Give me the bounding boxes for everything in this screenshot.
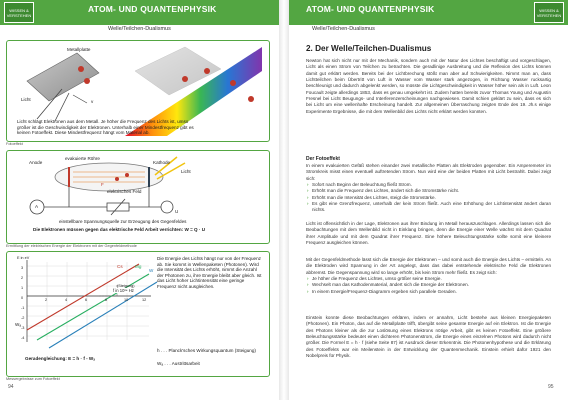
y-tick: -1 — [21, 306, 25, 310]
paragraph-text: Newton hat sich nicht nur mit der Mechanik, sondern auch mit der Natur des Lichtes beschäftigt und vorgeschlagen, Licht als einen Strom von Teilchen zu betrachten. Die geradlinige Ausbreitung und die Reflexion des Lichts können damit gut erklärt werden. Bereits bei der Lichtbrechung stößt man aber auf Schwierigkeiten. Nimmt man an, dass Lichtteilchen beim Übertritt von Luft in Wasser vom Wasser stark angezogen, in Richtung Wasser rucksartig beschleunigt und dadurch abgelenkt werden, so müsste die Lichtgeschwindigkeit in Wasser höher sein als in Luft. Leon Foucault zeigte allerdings 1853, dass es genau umgekehrt ist. Zudem hatten bereits zuvor Thomas Young und Augustin Fresnel bei Licht Beugungs- und Interferenzerscheinungen nachgewiesen. Damit schien geklärt zu sein, dass es sich bei Licht um eine wellenhafte Erscheinung handelt. Zur allgemeinen Überraschung zeigten Ende des 19. Jh.s einige Experimente Ergebnisse, die mit dem Wellenbild des Lichts nicht erklärt werden konnten. — [306, 58, 551, 114]
paragraph-text: Einstein konnte diese Beobachtungen erklären, indem er annahm, Licht bestehe aus kleinen Energiepaketen (Photonen). Ein Photon, das auf die Metallplatte trifft, übergibt seine gesamte Energie auf ein Elektron. Ist die Energie des Photons kleiner als die zur Loslösung eines Elektrons nötige Arbeit, gibt es keinen Fotoeffekt. Eine größere Beleuchtungsstärke bedeutet einen dichteren Photonenstrom, die Energie eines einzelnen Photons wird dadurch nicht größer. Die Formel E = h · f (siehe Seite 87) ist Ausdruck dieser Erkenntnis. Die Photonenhypothese und die Erklärung des Fotoeffekts war ein Meilenstein in der Entwicklung der Quantenmechanik. Einstein erhielt dafür 1921 den Nobelpreis für Physik. — [306, 315, 551, 359]
x-tick: 4 — [65, 298, 68, 302]
page-number-right: 95 — [548, 384, 554, 390]
y-tick: 1 — [21, 286, 24, 290]
book-gutter — [279, 0, 289, 400]
velocity-label: v — [91, 99, 94, 104]
list-item: › Sofort nach Beginn der Beleuchtung fließt Strom. — [312, 182, 551, 188]
caption-gegenfeld: Ermittlung der elektrischen Energie der Elektronen mit der Gegenfeldmethode — [6, 244, 137, 248]
paragraph-licht — [306, 221, 551, 246]
x-tick: 6 — [85, 298, 88, 302]
legend-wa: Wₐ . . . Austrittsarbeit — [157, 361, 200, 366]
electron-dot — [78, 66, 84, 72]
geradengleichung: Geradengleichung: E = h · f - Wₐ — [25, 356, 96, 361]
electron-dot — [84, 78, 90, 84]
ammeter-label: A — [35, 204, 39, 209]
badge-line: WISSEN & — [539, 8, 559, 13]
metal-plate-shape — [27, 53, 99, 101]
list-item: › In einem Energie/Frequenz-Diagramm ergeben sich parallele Geraden. — [312, 289, 551, 295]
badge-line: VERSTEHEN — [6, 13, 32, 18]
bullet-list-beobachtungen — [306, 182, 551, 214]
caption-messergebnisse: Messergebnisse zum Fotoeffekt — [6, 377, 60, 381]
energy-frequency-plot — [9, 256, 159, 356]
paragraph-text: In einem evakuierten Gefäß stehen einander zwei metallische Platten als Elektroden gegenüber. Ein Amperemeter im Stromkreis misst einen eventuell auftretenden Strom. Nun wird eine der beiden Platten mit Licht bestrahlt. Dabei zeigt sich: — [306, 163, 551, 181]
paragraph-text: Licht ist offensichtlich in der Lage, Elektronen aus ihrer Bindung im Metall herauszuschlagen. Allerdings lassen sich die Beobachtungen mit dem Wellenbild nicht in Einklang bringen, denn die Energie einer Welle wächst mit dem Quadrat ihrer Amplitude und mit dem Quadrat ihrer Frequenz. Eine höhere Beleuchtungsstärke sollte somit eine kleinere Frequenz ausgleichen können. — [306, 221, 551, 246]
series-label-w: W — [149, 268, 154, 273]
electron-dot — [248, 96, 254, 102]
y-tick: -2 — [21, 316, 25, 320]
voltage-label: U — [175, 209, 179, 214]
y-tick: -4 — [21, 336, 25, 340]
y-tick: 3 — [21, 266, 24, 270]
fotoeffekt-text: Licht schlägt Elektronen aus dem Metall. Je höher die Frequenz des Lichts ist, umso größer ist die Geschwindigkeit der Elektronen. Unterhalb einer Mindestfrequenz gibt es keinen Fotoeffekt. Diese Mindestfrequenz hängt vom Material ab. — [17, 119, 194, 136]
y-tick: 0 — [21, 296, 24, 300]
feld-label: elektrisches Feld — [107, 189, 142, 194]
section-title: 2. Der Welle/Teilchen-Dualismus — [306, 44, 432, 53]
x-tick: 12 — [142, 298, 147, 302]
bullet-list-ergebnisse — [306, 276, 551, 295]
x-axis-label: f in 10¹⁴ Hz — [113, 288, 134, 293]
anode-label: Anode — [29, 160, 43, 165]
spannungsquelle-text: einstellbare Spannungsquelle zur Erzeugung des Gegenfeldes — [59, 219, 187, 224]
right-header-title: ATOM- UND QUANTENPHYSIK — [306, 4, 435, 14]
energie-text: Die Energie des Lichts hängt nur von der Frequenz ab. Sie kommt in Wellenpaketen (Photonen). Wird die Intensität des Lichts erhöht, nimmt die Anzahl der Photonen zu, ihre Energie bleibt aber gleich. Ist das Licht hoher Lichtintensität eine geringe Frequenz nicht ausgleichen. — [157, 256, 262, 289]
force-label: F — [101, 182, 104, 187]
page-number-left: 94 — [8, 384, 14, 390]
wa-label: Wₐ — [15, 322, 22, 327]
slope-note: (Steigung) — [117, 284, 135, 288]
subheading-fotoeffekt: Der Fotoeffekt — [306, 156, 340, 162]
list-item: › Je höher die Frequenz des Lichtes, umso größer seine Energie. — [312, 276, 551, 282]
voltmeter-symbol — [161, 201, 173, 213]
x-tick: 10 — [124, 298, 129, 302]
licht-label: Licht — [21, 97, 31, 102]
list-item: › Erhöht man die Frequenz des Lichtes, ändert sich die Stromstärke nicht. — [312, 188, 551, 194]
paragraph-versuch — [306, 163, 551, 214]
series-line-cs — [27, 264, 142, 330]
series-label-mg: Mg — [135, 264, 142, 269]
list-item: › Wechselt man das Kathodenmaterial, ändert sich die Energie der Elektronen. — [312, 282, 551, 288]
list-item: › Erhöht man die Intensität des Lichtes, steigt die Stromstärke. — [312, 195, 551, 201]
left-header-title: ATOM- UND QUANTENPHYSIK — [88, 4, 217, 14]
electron-dot — [230, 80, 236, 86]
caption-fotoeffekt: Fotoeffekt — [6, 142, 23, 146]
legend-h: h . . . Planck'sches Wirkungsquantum (Steigung) — [157, 348, 256, 353]
figure-fotoeffekt — [6, 40, 270, 142]
list-item: › Es gibt eine Grenzfrequenz, unterhalb der kein Strom fließt. Auch eine Erhöhung der Lichtintensität ändert daran nichts. — [312, 201, 551, 214]
badge-line: VERSTEHEN — [536, 13, 562, 18]
electron-dot — [204, 68, 210, 74]
badge-line: WISSEN & — [9, 8, 29, 13]
right-subheader: Welle/Teilchen-Dualismus — [312, 26, 375, 32]
paragraph-gegenfeld — [306, 257, 551, 295]
figure-gegenfeld — [6, 150, 270, 244]
series-line-w — [49, 282, 157, 348]
y-axis-label: E in eV — [17, 256, 30, 260]
figure-messergebnisse — [6, 251, 270, 377]
y-tick-labels — [21, 263, 24, 343]
paragraph-text: Mit der Gegenfeldmethode lässt sich die Energie der Elektronen – und somit auch die Energie des Lichts – ermitteln. An die Elektroden wird Spannung in der Art angelegt, dass das dabei entstehende elektrische Feld die Elektronen abbremst. Die Gegenspannung wird so lange erhöht, bis kein Strom mehr fließt. Es zeigt sich: — [306, 257, 551, 275]
electron-dot — [182, 76, 188, 82]
paragraph-newton — [306, 58, 551, 115]
left-subheader: Welle/Teilchen-Dualismus — [108, 26, 171, 32]
y-tick: -3 — [21, 326, 25, 330]
series-label-cs: Cs — [117, 264, 123, 269]
y-tick: 2 — [21, 276, 24, 280]
left-section-badge — [4, 2, 34, 23]
licht-label-2: Licht — [181, 169, 191, 174]
x-tick: 8 — [105, 298, 108, 302]
x-tick: 2 — [45, 298, 48, 302]
paragraph-einstein — [306, 315, 551, 359]
roehre-label: evakuierte Röhre — [65, 156, 100, 161]
metallplatte-label: Metallplatte — [67, 47, 91, 52]
arbeit-text: Die Elektronen müssen gegen das elektrische Feld Arbeit verrichten: W = Q · U — [33, 227, 206, 232]
kathode-label: Kathode — [153, 160, 171, 165]
right-section-badge — [534, 2, 564, 23]
